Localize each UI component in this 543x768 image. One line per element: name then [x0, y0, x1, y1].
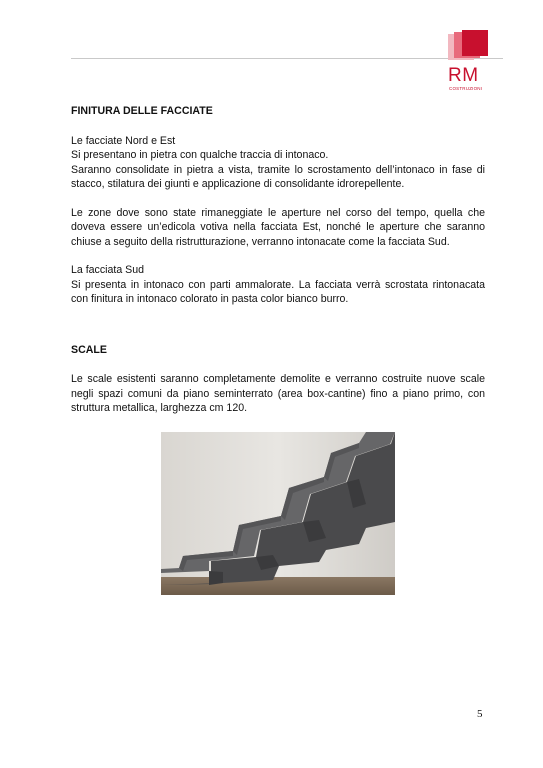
header-rule [71, 58, 503, 59]
logo-subtext: COSTRUZIONI [449, 86, 483, 91]
document-body [71, 104, 485, 416]
paragraph-nord-est: Saranno consolidate in pietra a vista, tramite lo scrostamento dell’intonaco in fase di stacco, stilatura dei giunti e applicazione di consolidante idrorepellente. [71, 163, 485, 190]
paragraph-sud: Si presenta in intonaco con parti ammalorate. La facciata verrà scrostata rintonacata con finitura in intonaco colorato in pasta color bianco burro. [71, 278, 485, 305]
section-heading-facciate: FINITURA DELLE FACCIATE [71, 105, 213, 117]
staircase-photo [161, 432, 395, 595]
page-number: 5 [477, 708, 483, 720]
paragraph-nord-est-intro: Si presentano in pietra con qualche traccia di intonaco. [71, 149, 329, 161]
paragraph-scale: Le scale esistenti saranno completamente demolite e verranno costruite nuove scale negli spazi comuni da piano seminterrato (area box-cantine) fino a piano primo, con struttura metallica, larghezza cm 120. [71, 373, 485, 414]
subheading-sud: La facciata Sud [71, 264, 145, 276]
company-logo [446, 30, 490, 100]
rm-logo-squares-icon [446, 30, 490, 64]
subheading-nord-est: Le facciate Nord e Est [71, 134, 176, 147]
section-heading-scale: SCALE [71, 343, 107, 356]
logo-text: RM [448, 65, 479, 86]
paragraph-zone: Le zone dove sono state rimaneggiate le aperture nel corso del tempo, quella che doveva essere un’edicola votiva nella facciata Est, nonché le aperture che saranno chiuse a seguito della ristrutturazione, verranno intonacate come la facciata Sud. [71, 206, 485, 248]
